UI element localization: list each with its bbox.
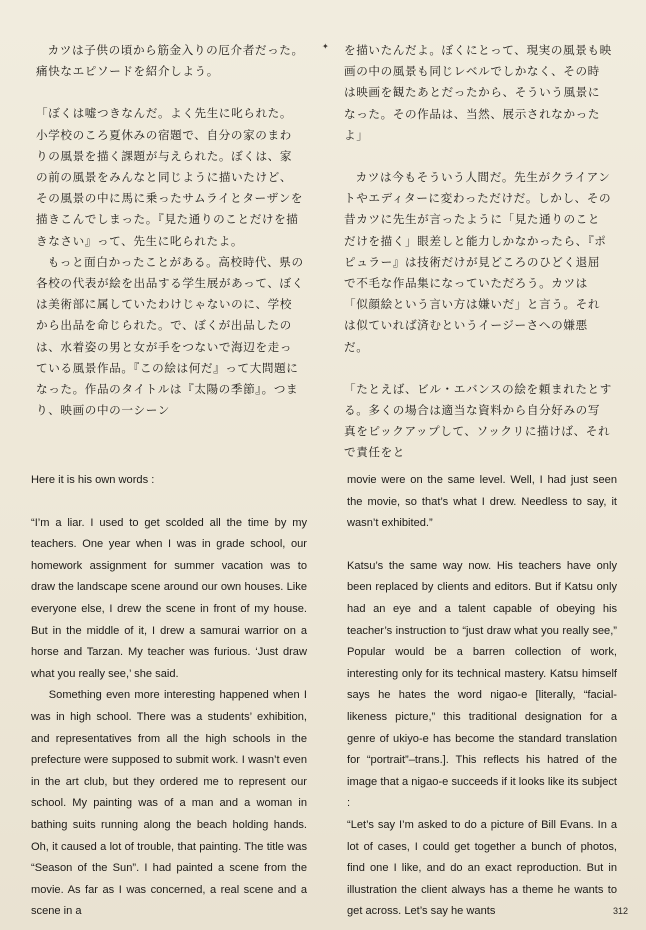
en-paragraph: movie were on the same level. Well, I had just seen the movie, so that’s what I drew. Needless to say, it wasn’t exhibited.” <box>347 474 617 530</box>
english-column-right <box>347 470 617 923</box>
paragraph-gap <box>344 146 612 167</box>
japanese-column-left <box>36 40 304 421</box>
en-paragraph: Katsu’s the same way now. His teachers have only been replaced by clients and editors. But if Katsu only had an eye and a talent capable of obeying his teacher’s instruction to “just draw what you really see,” Popular would be a barren collection of work, interesting only for its technical mastery. Katsu himself says he hates the word nigao-e [literally, “facial-likeness picture,” this traditional designation for a genre of ukiyo-e has become the standard translation for “portrait”–trans.]. This reflects his hatred of the image that a nigao-e succeeds if it looks like its subject : <box>347 559 617 810</box>
jp-paragraph: カツは子供の頃から筋金入りの厄介者だった。痛快なエピソードを紹介しよう。 <box>36 43 304 79</box>
jp-paragraph: を描いたんだよ。ぼくにとって、現実の風景も映画の中の風景も同じレベルでしかなく、その時は映画を観たあとだったから、そういう風景になった。その作品は、当然、展示されなかったよ」 <box>344 43 612 142</box>
paragraph-gap <box>344 358 612 379</box>
jp-paragraph: 「たとえば、ビル・エバンスの絵を頼まれたとする。多くの場合は適当な資料から自分好みの写真をピックアップして、ソックリに描けば、それで責任をと <box>344 381 612 460</box>
english-column-left <box>31 470 307 923</box>
japanese-column-right <box>344 40 612 464</box>
jp-paragraph: もっと面白かったことがある。高校時代、県の各校の代表が絵を出品する学生展があって、ぼくは美術部に属していたわけじゃないのに、学校から出品を命じられた。で、ぼくが出品したのは、水着姿の男と女が手をつないで海辺を走っている風景作品。『この絵は何だ』って大問題になった。作品のタイトルは『太陽の季節』。つまり、映画の中の一シーン <box>36 254 304 418</box>
registration-mark-icon: ✦ <box>322 42 329 51</box>
en-paragraph: Something even more interesting happened when I was in high school. There was a students’ exhibition, and representatives from all the high schools in the prefecture were supposed to submit work. I wasn’t even in the art club, but they ordered me to represent our school. My painting was of a man and a woman in bathing suits running along the beach holding hands. Oh, it caused a lot of trouble, that painting. The title was “Season of the Sun”. I had painted a scene from the movie. As far as I was concerned, a real scene and a scene in a <box>31 689 307 918</box>
page-number: 312 <box>612 906 628 916</box>
en-paragraph-intro: Here it is his own words : <box>31 474 155 486</box>
en-paragraph: “I’m a liar. I used to get scolded all the time by my teachers. One year when I was in grade school, our homework assignment for summer vacation was to draw the landscape scene around our own houses. Like everyone else, I drew the scene in front of my house. But in the middle of it, I drew a samurai warrior on a horse and Tarzan. My teacher was furious. ‘Just draw what you really see,’ she said. <box>31 516 307 680</box>
jp-paragraph: カツは今もそういう人間だ。先生がクライアントやエディターに変わっただけだ。しかし、その昔カツに先生が言ったように「見た通りのことだけを描く」眼差しと能力しかなかったら、『ポピュラー』は技術だけが見どころのひどく退屈で不毛な作品集になっていただろう。カツは「似顔絵という言い方は嫌いだ」と言う。それは似ていれば済むというイージーさへの嫌悪だ。 <box>344 170 612 354</box>
paragraph-gap <box>36 82 304 103</box>
paragraph-gap <box>31 492 307 513</box>
paragraph-gap <box>347 535 617 556</box>
en-paragraph: “Let’s say I’m asked to do a picture of Bill Evans. In a lot of cases, I could get together a bunch of photos, find one I like, and do an exact reproduction. But in illustration the client always has a theme he wants to get across. Let’s say he wants <box>347 818 617 918</box>
jp-paragraph: 「ぼくは嘘つきなんだ。よく先生に叱られた。小学校のころ夏休みの宿題で、自分の家のまわりの風景を描く課題が与えられた。ぼくは、家の前の風景をみんなと同じように描いたけど、その風景の中に馬に乗ったサムライとターザンを描きこんでしまった。『見た通りのことだけを描きなさい』って、先生に叱られたよ。 <box>36 106 304 248</box>
